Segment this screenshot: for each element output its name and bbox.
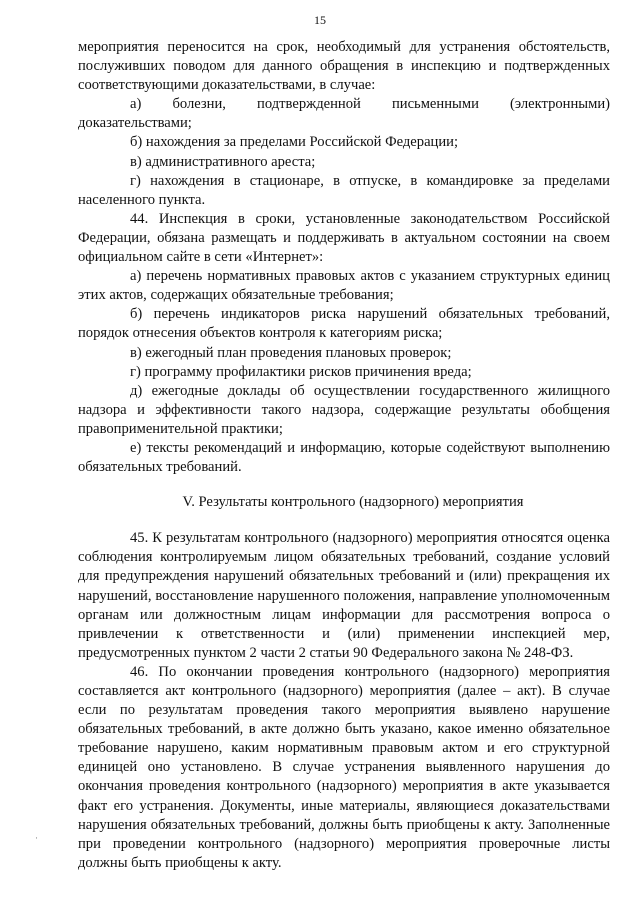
postpone-reason-b: б) нахождения за пределами Российской Федерации; <box>130 134 459 151</box>
margin-mark: · <box>35 833 38 843</box>
list-item-44-f: е) тексты рекомендаций и информацию, которые содействуют выполнению обязательных требований. <box>78 439 610 476</box>
paragraph-44: 44. Инспекция в сроки, установленные законодательством Российской Федерации, обязана размещать и поддерживать в актуальном состоянии на своем официальном сайте в сети «Интернет»: <box>78 210 610 266</box>
paragraph-45: 45. К результатам контрольного (надзорного) мероприятия относятся оценка соблюдения контролируемым лицом обязательных требований, создание условий для предупреждения нарушений обязательных требований и (или) прекращения их нарушений, восстановление нарушенного положения, направление уполномоченным органам или должностным лицам информации для рассмотрения вопроса о привлечении к ответственности и (или) применении инспекцией мер, предусмотренных пунктом 2 части 2 статьи 90 Федерального закона № 248-ФЗ. <box>78 530 610 661</box>
list-item-44-d: г) программу профилактики рисков причинения вреда; <box>130 363 472 380</box>
section-heading: V. Результаты контрольного (надзорного) мероприятия <box>182 494 524 511</box>
paragraph-46: 46. По окончании проведения контрольного (надзорного) мероприятия составляется акт контрольного (надзорного) мероприятия (далее – акт). В случае если по результатам проведения такого мероприятия выявлено нарушение обязательных требований, в акте должно быть указано, какое именно обязательное требование нарушено, каким нормативным правовым актом и его структурной единицей оно установлено. В случае устранения выявленного нарушения до окончания проведения контрольного (надзорного) мероприятия в акте указывается факт его устранения. Документы, иные материалы, являющиеся доказательствами нарушения обязательных требований, должны быть приобщены к акту. Заполненные при проведении контрольного (надзорного) мероприятия проверочные листы должны быть приобщены к акту. <box>78 663 610 871</box>
postpone-reason-c: в) административного ареста; <box>130 153 316 170</box>
document-body <box>78 38 610 873</box>
list-item-44-e: д) ежегодные доклады об осуществлении государственного жилищного надзора и эффективности такого надзора, содержащие результаты обобщения правоприменительной практики; <box>78 382 610 437</box>
list-item-44-a: а) перечень нормативных правовых актов с указанием структурных единиц этих актов, содержащих обязательные требования; <box>78 268 610 304</box>
page-number: 15 <box>314 13 326 27</box>
list-item-44-c: в) ежегодный план проведения плановых проверок; <box>130 344 452 361</box>
postpone-reason-a: а) болезни, подтвержденной письменными (электронными) доказательствами; <box>78 96 610 132</box>
list-item-44-b: б) перечень индикаторов риска нарушений обязательных требований, порядок отнесения объектов контроля к категориям риска; <box>78 306 610 342</box>
postpone-reason-d: г) нахождения в стационаре, в отпуске, в командировке за пределами населенного пункта. <box>78 172 610 208</box>
continuation-paragraph: мероприятия переносится на срок, необходимый для устранения обстоятельств, послуживших поводом для данного обращения в инспекцию и подтвержденных соответствующими доказательствами, в случае: <box>78 39 610 94</box>
